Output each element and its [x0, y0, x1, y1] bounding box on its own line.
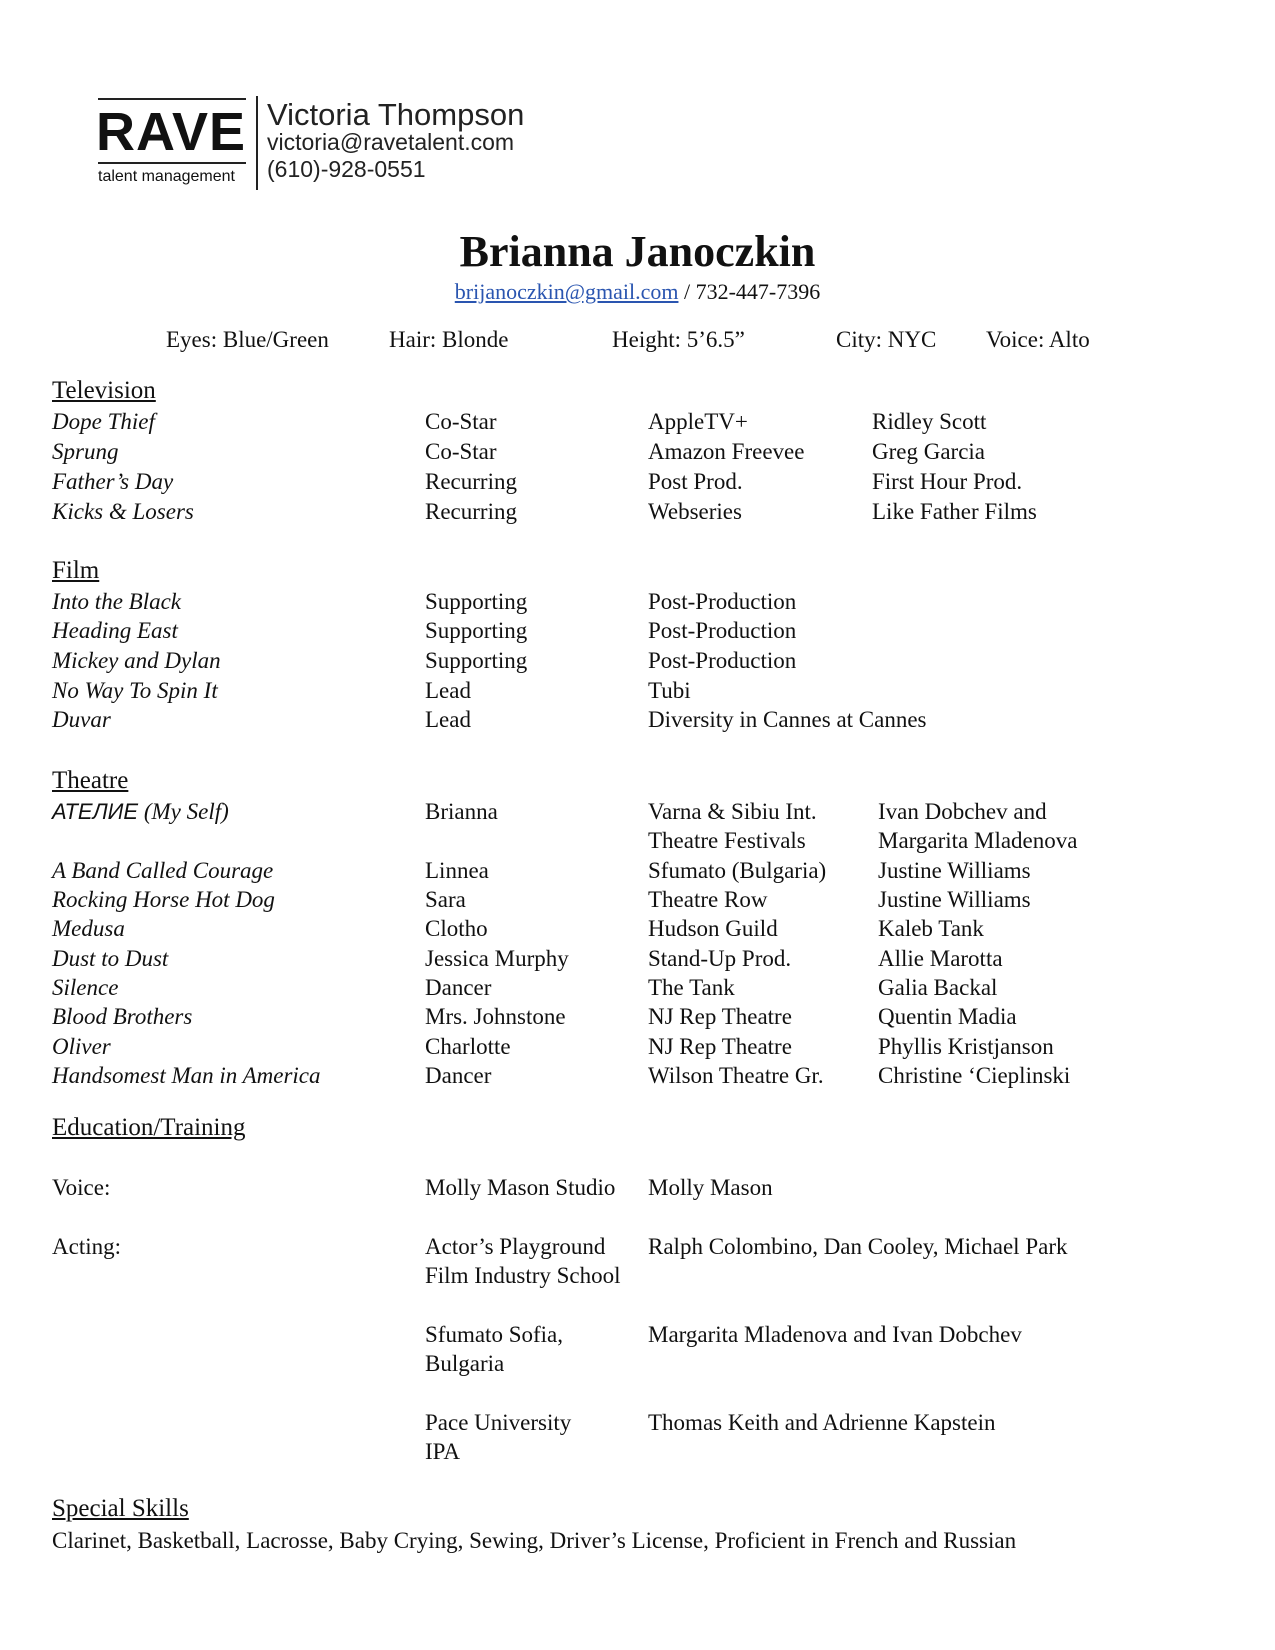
theatre-director: Kaleb Tank	[878, 916, 984, 941]
logo-top-rule	[98, 98, 246, 100]
tv-venue: Webseries	[648, 499, 742, 524]
tv-title: Dope Thief	[52, 409, 155, 434]
theatre-director: Quentin Madia	[878, 1004, 1017, 1029]
education-acting-teachers: Thomas Keith and Adrienne Kapstein	[648, 1410, 996, 1435]
theatre-director: Ivan Dobchev and	[878, 799, 1047, 824]
theatre-title: Dust to Dust	[52, 946, 169, 971]
actor-phone: / 732-447-7396	[678, 279, 821, 304]
theatre-role: Sara	[425, 887, 466, 912]
film-title: Heading East	[52, 618, 178, 643]
film-venue: Post-Production	[648, 618, 797, 643]
agency-tagline: talent management	[98, 168, 235, 185]
logo-divider	[256, 96, 258, 190]
stat-city: City: NYC	[836, 327, 937, 352]
tv-role: Recurring	[425, 499, 517, 524]
film-role: Lead	[425, 678, 471, 703]
film-title: Duvar	[52, 707, 111, 732]
tv-venue: Post Prod.	[648, 469, 743, 494]
education-acting-school: Pace University	[425, 1410, 572, 1435]
film-title: No Way To Spin It	[52, 678, 218, 703]
actor-contact	[0, 279, 1275, 305]
theatre-title: Rocking Horse Hot Dog	[52, 887, 275, 912]
tv-director: Greg Garcia	[872, 439, 986, 464]
education-voice-teacher: Molly Mason	[648, 1175, 773, 1200]
theatre-director: Allie Marotta	[878, 946, 1003, 971]
theatre-role: Mrs. Johnstone	[425, 1004, 566, 1029]
theatre-role: Jessica Murphy	[425, 946, 569, 971]
agent-phone: (610)-928-0551	[267, 156, 426, 182]
tv-venue: AppleTV+	[648, 409, 748, 434]
section-heading-film: Film	[52, 557, 100, 584]
actor-email-link[interactable]: brijanoczkin@gmail.com	[454, 279, 679, 304]
theatre-role: Dancer	[425, 1063, 492, 1088]
tv-role: Co-Star	[425, 439, 497, 464]
theatre-director-cont: Margarita Mladenova	[878, 828, 1078, 853]
theatre-role: Charlotte	[425, 1034, 511, 1059]
theatre-role: Linnea	[425, 858, 489, 883]
tv-director: Like Father Films	[872, 499, 1037, 524]
education-acting-teachers: Margarita Mladenova and Ivan Dobchev	[648, 1322, 1022, 1347]
theatre-title: Blood Brothers	[52, 1004, 193, 1029]
film-role: Supporting	[425, 589, 528, 614]
film-role: Supporting	[425, 648, 528, 673]
tv-title: Sprung	[52, 439, 119, 464]
film-title: Mickey and Dylan	[52, 648, 221, 673]
tv-venue: Amazon Freevee	[648, 439, 805, 464]
theatre-title-rest: (My Self)	[138, 799, 229, 824]
education-acting-school: Actor’s Playground	[425, 1234, 606, 1259]
theatre-title: A Band Called Courage	[52, 858, 274, 883]
stat-voice: Voice: Alto	[986, 327, 1090, 352]
tv-role: Co-Star	[425, 409, 497, 434]
education-acting-label: Acting:	[52, 1234, 121, 1259]
film-role: Lead	[425, 707, 471, 732]
section-heading-television: Television	[52, 377, 156, 404]
theatre-venue: Theatre Row	[648, 887, 768, 912]
film-title: Into the Black	[52, 589, 182, 614]
section-heading-skills: Special Skills	[52, 1495, 189, 1522]
stat-eyes: Eyes: Blue/Green	[166, 327, 329, 352]
tv-title: Kicks & Losers	[52, 499, 194, 524]
theatre-venue: Sfumato (Bulgaria)	[648, 858, 827, 883]
education-acting-school-cont: Bulgaria	[425, 1351, 505, 1376]
tv-director: Ridley Scott	[872, 409, 987, 434]
theatre-title: Oliver	[52, 1034, 111, 1059]
theatre-venue: Wilson Theatre Gr.	[648, 1063, 824, 1088]
tv-role: Recurring	[425, 469, 517, 494]
education-acting-school: Sfumato Sofia,	[425, 1322, 563, 1347]
theatre-venue-cont: Theatre Festivals	[648, 828, 806, 853]
agent-name: Victoria Thompson	[267, 97, 525, 132]
agency-logo: RAVE	[96, 102, 247, 162]
education-acting-school-cont: Film Industry School	[425, 1263, 621, 1288]
stat-hair: Hair: Blonde	[389, 327, 509, 352]
theatre-director: Justine Williams	[878, 858, 1031, 883]
theatre-venue: The Tank	[648, 975, 735, 1000]
tv-title: Father’s Day	[52, 469, 174, 494]
theatre-role: Clotho	[425, 916, 488, 941]
education-voice-label: Voice:	[52, 1175, 111, 1200]
film-venue: Diversity in Cannes at Cannes	[648, 707, 927, 732]
film-venue: Post-Production	[648, 648, 797, 673]
logo-bottom-rule	[98, 162, 246, 164]
theatre-venue: Varna & Sibiu Int.	[648, 799, 817, 824]
theatre-role: Brianna	[425, 799, 498, 824]
actor-name: Brianna Janoczkin	[459, 227, 816, 276]
theatre-venue: Stand-Up Prod.	[648, 946, 792, 971]
theatre-director: Justine Williams	[878, 887, 1031, 912]
tv-director: First Hour Prod.	[872, 469, 1023, 494]
film-venue: Tubi	[648, 678, 691, 703]
theatre-venue: NJ Rep Theatre	[648, 1004, 792, 1029]
agent-email: victoria@ravetalent.com	[267, 129, 515, 155]
film-role: Supporting	[425, 618, 528, 643]
theatre-venue: NJ Rep Theatre	[648, 1034, 792, 1059]
theatre-title	[52, 797, 229, 827]
education-voice-school: Molly Mason Studio	[425, 1175, 616, 1200]
theatre-title: Silence	[52, 975, 119, 1000]
stat-height: Height: 5’6.5”	[612, 327, 745, 352]
theatre-director: Christine ‘Cieplinski	[878, 1063, 1071, 1088]
theatre-director: Galia Backal	[878, 975, 998, 1000]
theatre-venue: Hudson Guild	[648, 916, 778, 941]
skills-text: Clarinet, Basketball, Lacrosse, Baby Crying, Sewing, Driver’s License, Proficient in French and Russian	[52, 1528, 1017, 1553]
section-heading-education: Education/Training	[52, 1114, 246, 1141]
section-heading-theatre: Theatre	[52, 767, 129, 794]
film-venue: Post-Production	[648, 589, 797, 614]
education-acting-teachers: Ralph Colombino, Dan Cooley, Michael Park	[648, 1234, 1068, 1259]
theatre-role: Dancer	[425, 975, 492, 1000]
theatre-title-cyrillic: АТЕЛИЕ	[52, 799, 139, 824]
theatre-director: Phyllis Kristjanson	[878, 1034, 1054, 1059]
education-acting-school-cont: IPA	[425, 1439, 460, 1464]
theatre-title: Medusa	[52, 916, 125, 941]
theatre-title: Handsomest Man in America	[52, 1063, 321, 1088]
